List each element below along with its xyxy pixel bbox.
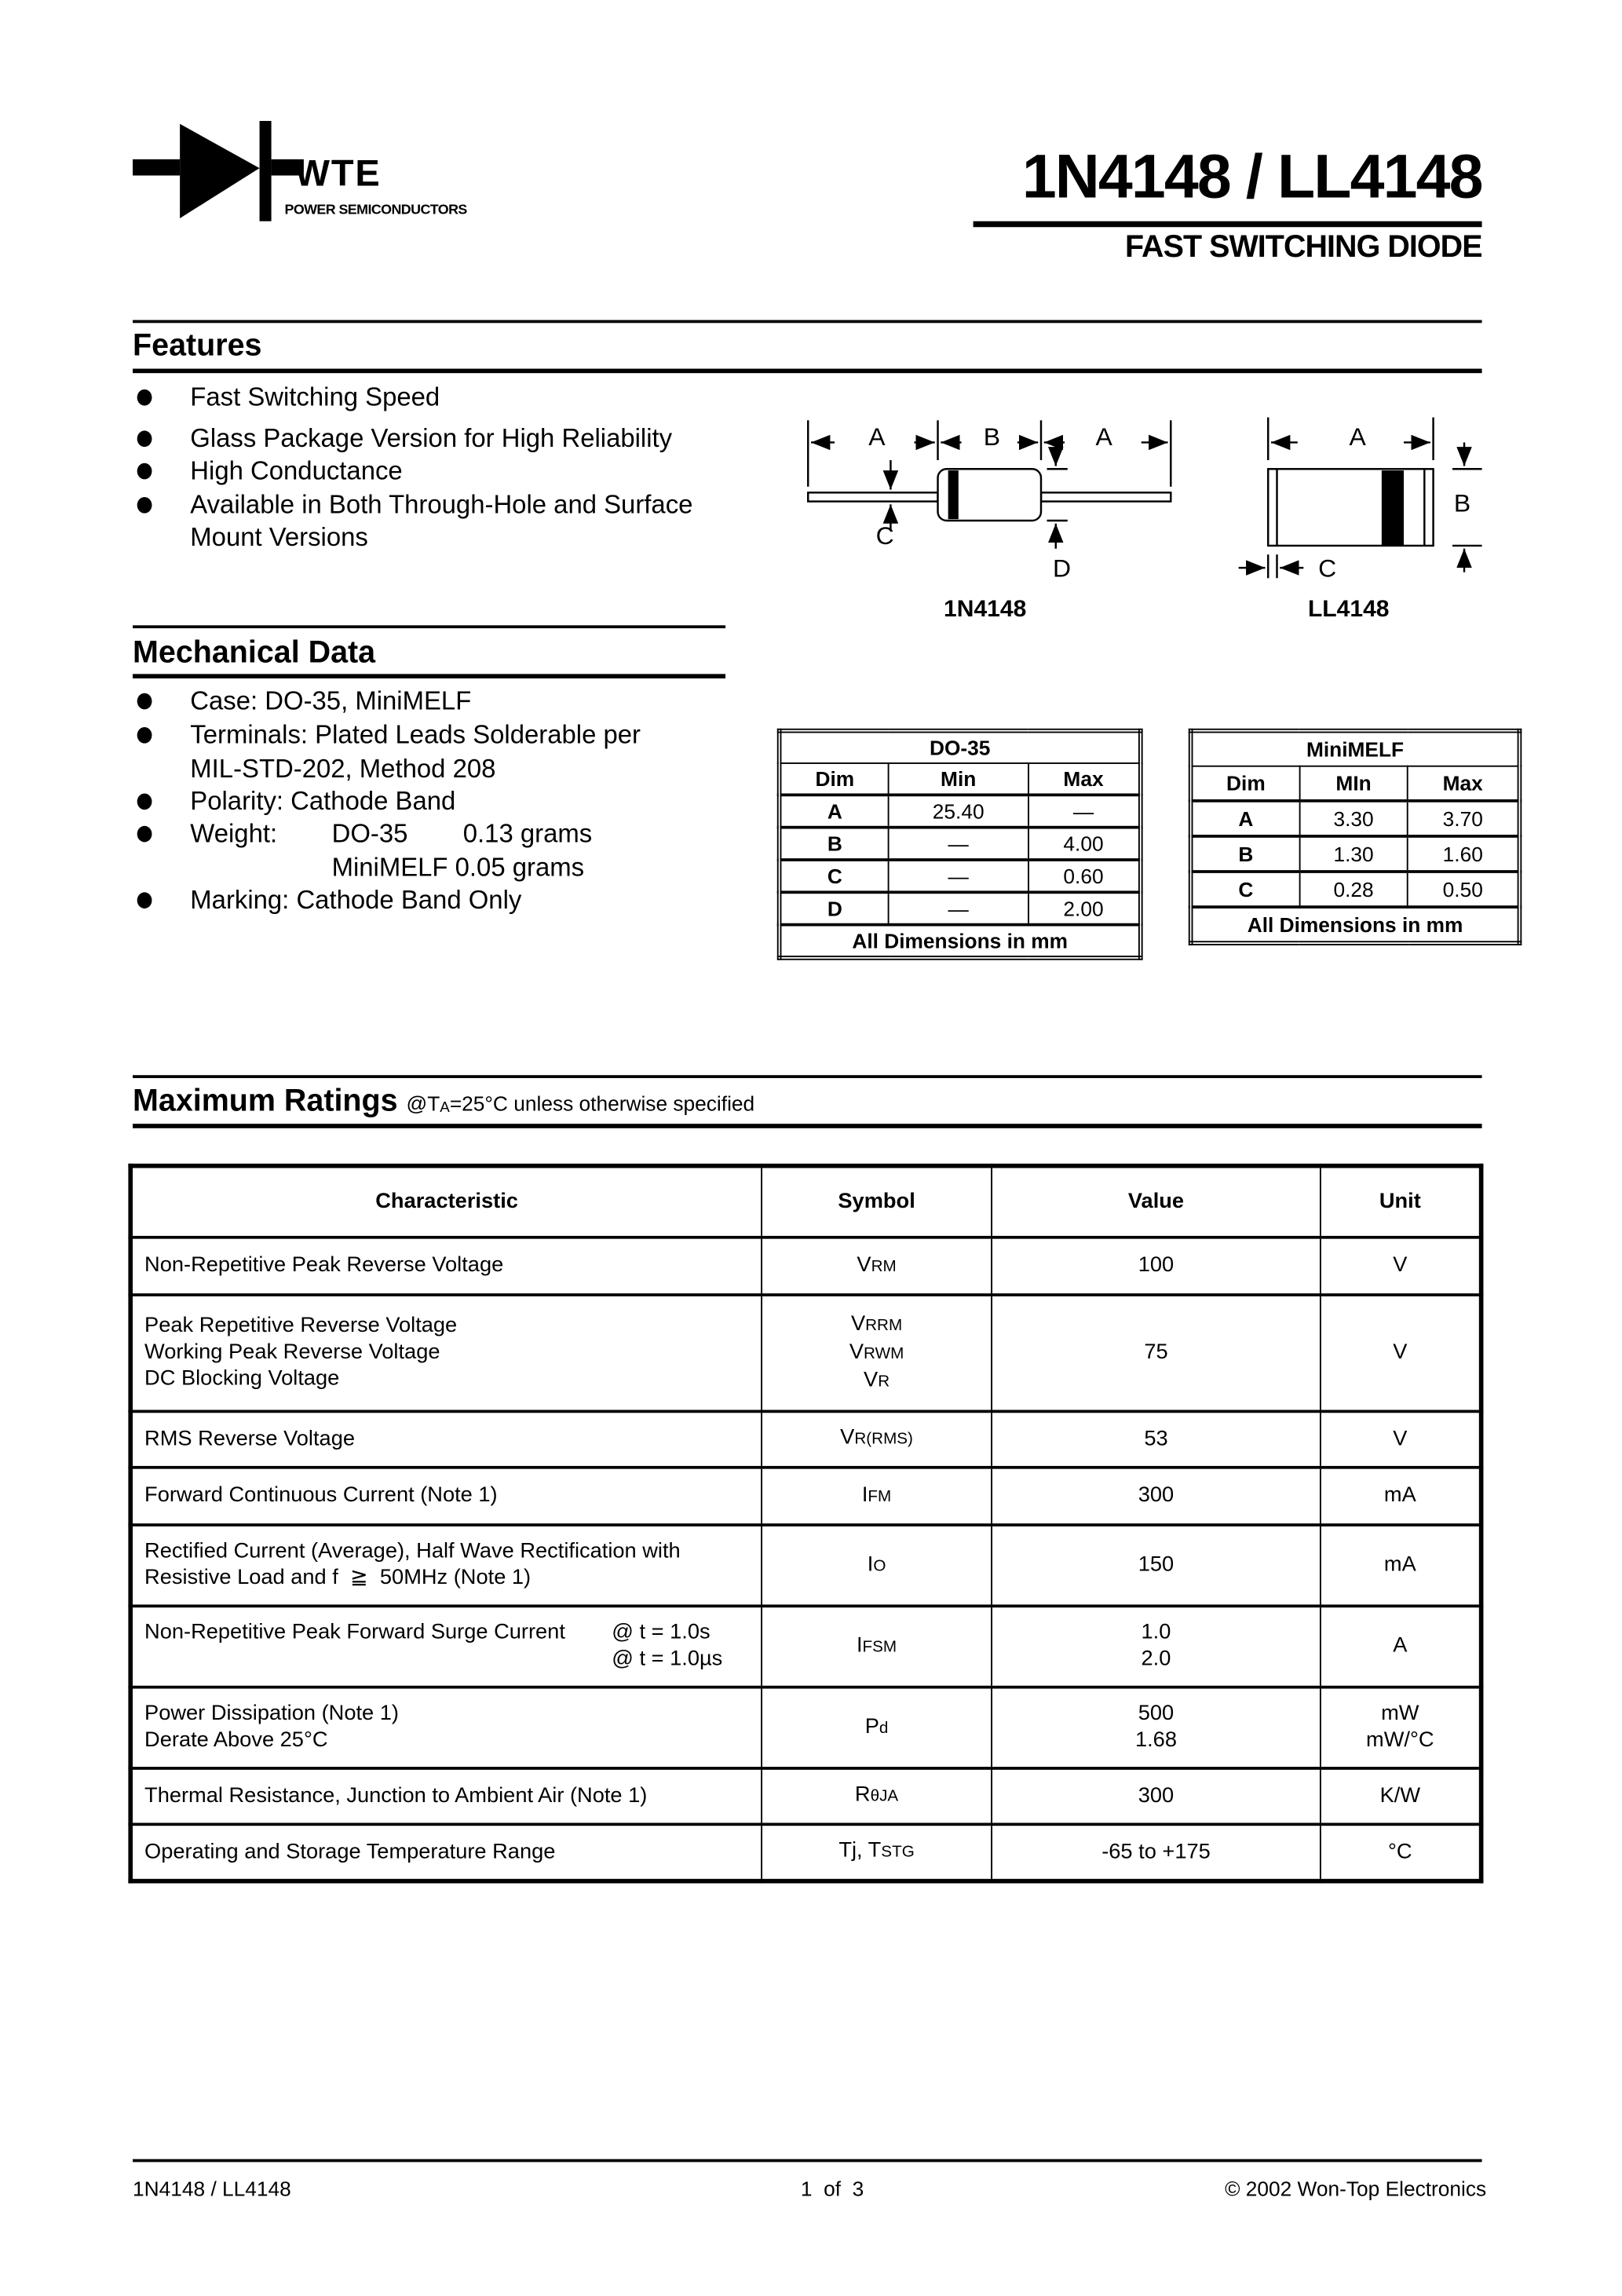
characteristic-cell: Non-Repetitive Peak Forward Surge Current @ t = 1.0s @ t = 1.0µs (130, 1605, 762, 1686)
divider (133, 2159, 1482, 2163)
table-row: B — 4.00 (780, 828, 1141, 860)
table-row (130, 1294, 1481, 1410)
dim-label-a: A (1349, 423, 1366, 452)
unit-cell: A (1321, 1605, 1481, 1686)
divider (133, 674, 725, 678)
table-header-row (130, 1166, 1481, 1237)
value-cell: 75 (992, 1294, 1321, 1410)
unit-cell: V (1321, 1237, 1481, 1294)
column-header: Max (1408, 766, 1520, 801)
unit-cell: °C (1321, 1823, 1481, 1881)
column-header: Characteristic (130, 1166, 762, 1237)
cathode-band (948, 470, 959, 519)
package-outline-diagram (0, 0, 1622, 634)
symbol-cell: VR(RMS) (762, 1410, 992, 1466)
table-footer: All Dimensions in mm (1191, 907, 1520, 943)
minimelf-diagram-label: LL4148 (1307, 597, 1390, 623)
table-row (130, 1467, 1481, 1524)
dim-label-b: B (983, 423, 1001, 452)
table-footer: All Dimensions in mm (780, 925, 1141, 958)
bullet-icon (137, 826, 152, 843)
page-number: 1 of 3 (800, 2177, 864, 2201)
value-cell: 100 (992, 1237, 1321, 1294)
characteristic-cell: Peak Repetitive Reverse Voltage Working Peak Reverse Voltage DC Blocking Voltage (130, 1294, 762, 1410)
column-header: MIn (1299, 766, 1408, 801)
table-row (130, 1823, 1481, 1881)
unit-cell: mA (1321, 1467, 1481, 1524)
characteristic-cell: Forward Continuous Current (Note 1) (130, 1467, 762, 1524)
symbol-cell: VRRM VRWM VR (762, 1294, 992, 1410)
characteristic-cell: RMS Reverse Voltage (130, 1410, 762, 1466)
symbol-cell: IFSM (762, 1605, 992, 1686)
bullet-icon (137, 727, 152, 744)
table-title: MiniMELF (1191, 731, 1520, 766)
divider (133, 1075, 1482, 1078)
features-heading: Features (133, 328, 262, 364)
ratings-heading: Maximum Ratings $@T_A=25^\circ C$ unless otherwise specified (133, 1084, 755, 1118)
value-cell: 150 (992, 1524, 1321, 1605)
table-row (130, 1410, 1481, 1466)
table-row: C 0.28 0.50 (1191, 872, 1520, 907)
dim-label-c: C (875, 521, 894, 550)
column-header: Dim (780, 763, 890, 795)
divider (133, 1124, 1482, 1128)
datasheet-page: WTE POWER SEMICONDUCTORS 1N4148 / LL4148 FAST SWITCHING DIODE Features Fast Switching Speed Glass Package Version for High Reliability High Conductance Available in Both Through-Hole and Surface Mount Versions A B A C D A B C 1N4148 LL4148 Mechanical Data Case: DO-35, MiniMELF Terminals: Plated Leads Solderable per MIL-STD-202, Method 208 Polarity: Cathode Band Weight: DO-35 0.13 grams MiniMELF 0.05 grams Marking: Cathode Band Only DO-35 Dim Min Max A 25.40 — B — 4.00 C — 0.60 D — 2.00 All Dimensions in mm MiniMELF Dim MIn Max A 3.30 3.70 B 1.30 1.60 C 0.28 0.50 All Dimensions in mm Maximum Ratings $@T_A=25^\circ C$ unless otherwise specified Characteristic Symbol Value Unit Non-Repetitive Peak Reverse Voltage VRM 100 V Peak Repetitive Reverse Voltage Working Peak Reverse Voltage DC Blocking Voltage VRRM VRWM VR 75 V RMS Reverse Voltage VR(RMS) 53 V Forward Continuous Current (Note 1) IFM 300 mA Rectified Current (Average), Half Wave Rectification with Resistive Load and f ≧ 50MHz (Note 1) IO 150 mA Non-Repetitive Peak Forward Surge Current @ t = 1.0s @ t = 1.0µs IFSM 1.0 2.0 A Power Dissipation (Note 1) Derate Above 25°C Pd 500 1.68 mW mW/°C Thermal Resistance, Junction to Ambient Air (Note 1) RθJA 300 K/W Operating and Storage Temperature Range Tj, TSTG -65 to +175 °C 1N4148 / LL4148 1 of 3 © 2002 Won-Top Electronics (0, 0, 1622, 2296)
column-header: Unit (1321, 1166, 1481, 1237)
table-row (130, 1524, 1481, 1605)
column-header: Max (1028, 763, 1141, 795)
dim-label-a: A (868, 423, 886, 452)
do35-dimensions-table (777, 729, 1143, 960)
value-cell: 300 (992, 1768, 1321, 1823)
symbol-cell: IFM (762, 1467, 992, 1524)
cathode-band (1382, 470, 1404, 546)
dim-label-d: D (1053, 554, 1072, 583)
symbol-cell: Pd (762, 1687, 992, 1768)
value-cell: 53 (992, 1410, 1321, 1466)
table-row: A 3.30 3.70 (1191, 801, 1520, 836)
table-row (130, 1687, 1481, 1768)
symbol-cell: Tj, TSTG (762, 1823, 992, 1881)
table-title: DO-35 (780, 731, 1141, 763)
unit-cell: K/W (1321, 1768, 1481, 1823)
symbol-cell: VRM (762, 1237, 992, 1294)
table-row: D — 2.00 (780, 892, 1141, 924)
characteristic-cell: Thermal Resistance, Junction to Ambient Air (Note 1) (130, 1768, 762, 1823)
dim-label-c: C (1318, 554, 1337, 583)
symbol-cell: RθJA (762, 1768, 992, 1823)
value-cell: 300 (992, 1467, 1321, 1524)
dim-label-a: A (1095, 423, 1112, 452)
mechanical-heading: Mechanical Data (133, 635, 376, 670)
dim-label-b: B (1453, 489, 1471, 518)
column-header: Symbol (762, 1166, 992, 1237)
column-header: Value (992, 1166, 1321, 1237)
symbol-cell: IO (762, 1524, 992, 1605)
characteristic-cell: Operating and Storage Temperature Range (130, 1823, 762, 1881)
unit-cell: V (1321, 1294, 1481, 1410)
value-cell: 1.0 2.0 (992, 1605, 1321, 1686)
minimelf-dimensions-table (1189, 729, 1522, 945)
bullet-icon (137, 892, 152, 909)
characteristic-cell: Power Dissipation (Note 1) Derate Above 25°C (130, 1687, 762, 1768)
table-row (130, 1237, 1481, 1294)
unit-cell: mA (1321, 1524, 1481, 1605)
column-header: Min (889, 763, 1028, 795)
page-title: 1N4148 / LL4148 (1021, 141, 1482, 211)
brand-name: WTE (294, 153, 382, 195)
footer-copyright: © 2002 Won-Top Electronics (1225, 2177, 1487, 2201)
do35-diagram-label: 1N4148 (944, 597, 1027, 623)
table-row (130, 1605, 1481, 1686)
ratings-condition: $@T_A=25^\circ C$ unless otherwise specified (406, 1091, 755, 1117)
table-row: A 25.40 — (780, 795, 1141, 827)
table-row: C — 0.60 (780, 860, 1141, 892)
column-header: Dim (1191, 766, 1300, 801)
characteristic-cell: Non-Repetitive Peak Reverse Voltage (130, 1237, 762, 1294)
characteristic-cell: Rectified Current (Average), Half Wave Rectification with Resistive Load and f ≧ 50MHz (Note 1) (130, 1524, 762, 1605)
table-row (130, 1768, 1481, 1823)
brand-tagline: POWER SEMICONDUCTORS (284, 202, 467, 218)
table-row: B 1.30 1.60 (1191, 836, 1520, 872)
divider (133, 625, 725, 628)
bullet-icon (137, 693, 152, 710)
maximum-ratings-table (128, 1164, 1483, 1884)
footer-part-number: 1N4148 / LL4148 (133, 2177, 291, 2201)
unit-cell: V (1321, 1410, 1481, 1466)
bullet-icon (137, 793, 152, 810)
value-cell: 500 1.68 (992, 1687, 1321, 1768)
value-cell: -65 to +175 (992, 1823, 1321, 1881)
page-subtitle: FAST SWITCHING DIODE (1125, 229, 1482, 265)
unit-cell: mW mW/°C (1321, 1687, 1481, 1768)
